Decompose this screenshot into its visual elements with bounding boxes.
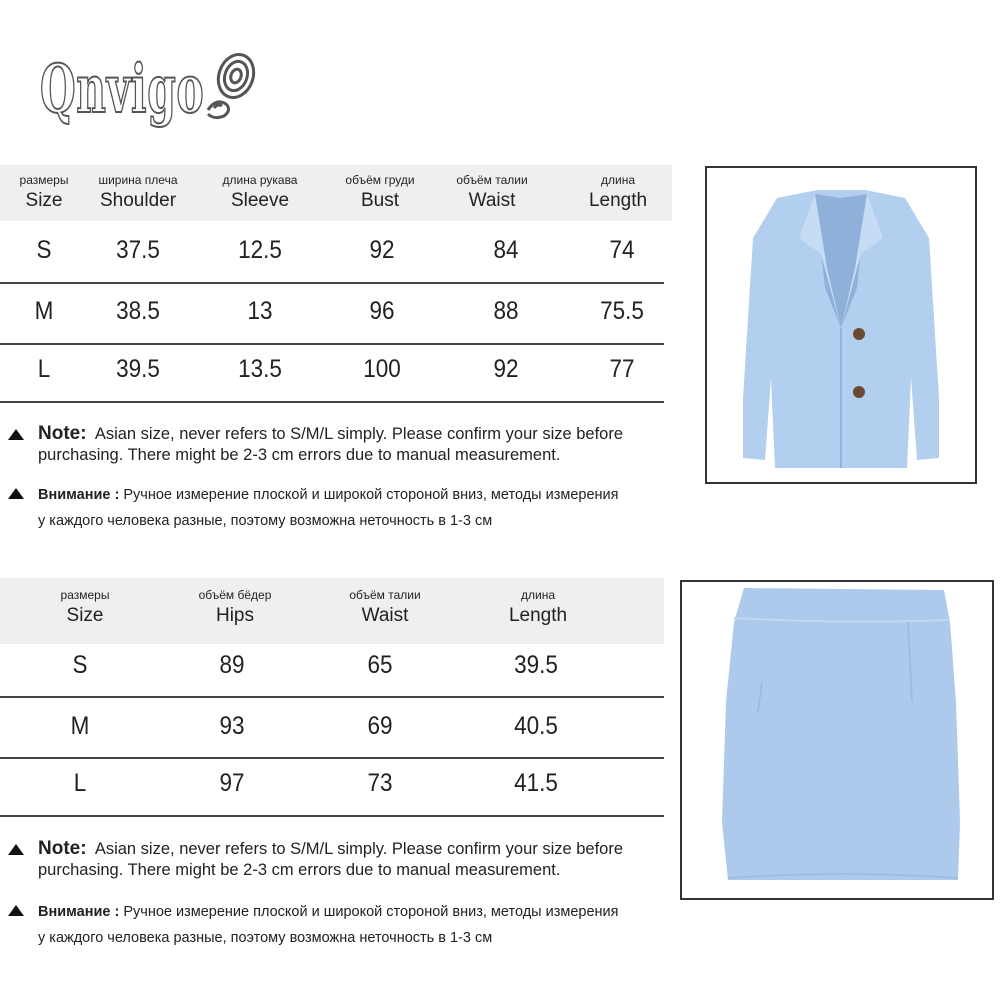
warning-triangle-icon: [8, 905, 24, 916]
skirt-illustration: [682, 582, 992, 898]
row-divider: [0, 282, 664, 284]
jacket-table-header: [0, 165, 672, 221]
header-bust: объём груди Bust: [345, 173, 415, 211]
table-row: L 39.5 13.5 100 92 77: [37, 355, 635, 383]
skirt-table-header: [0, 578, 664, 644]
row-divider: [0, 343, 664, 345]
header-size: размеры Size: [60, 588, 110, 626]
table-row: L 97 73 41.5: [73, 769, 558, 797]
header-shoulder: ширина плеча Shoulder: [98, 173, 178, 211]
skirt-product-image: [680, 580, 994, 900]
header-length: длина Length: [588, 173, 648, 211]
table-row: M 38.5 13 96 88 75.5: [34, 297, 644, 325]
header-hips: объём бёдер Hips: [198, 588, 272, 626]
note-english: Note: Asian size, never refers to S/M/L simply. Please confirm your size before purchasing. There might be 2-3 cm errors due to manual measurement.: [8, 838, 708, 882]
header-waist: объём талии Waist: [349, 588, 421, 626]
table-row: M 93 69 40.5: [70, 712, 558, 740]
table-row: S 89 65 39.5: [72, 651, 558, 679]
fingerprint-logo-icon: [202, 50, 258, 122]
row-divider: [0, 696, 664, 698]
jacket-product-image: [705, 166, 977, 484]
table-row: S 37.5 12.5 92 84 74: [36, 236, 635, 264]
header-waist: объём талии Waist: [456, 173, 528, 211]
brand-logo: [40, 22, 305, 128]
brand-name: Qnvigo: [40, 50, 205, 128]
note-russian: Внимание : Ручное измерение плоской и широкой стороной вниз, методы измерения у каждого человека разные, поэтому возможна неточность в 1-3 см: [8, 482, 688, 534]
note-russian: Внимание : Ручное измерение плоской и широкой стороной вниз, методы измерения у каждого человека разные, поэтому возможна неточность в 1-3 см: [8, 899, 708, 951]
warning-triangle-icon: [8, 429, 24, 440]
header-sleeve: длина рукава Sleeve: [222, 173, 298, 211]
header-size: размеры Size: [19, 173, 69, 211]
note-english: Note: Asian size, never refers to S/M/L simply. Please confirm your size before purchasing. There might be 2-3 cm errors due to manual measurement.: [8, 423, 688, 467]
row-divider: [0, 401, 664, 403]
row-divider: [0, 757, 664, 759]
warning-triangle-icon: [8, 844, 24, 855]
warning-triangle-icon: [8, 488, 24, 499]
row-divider: [0, 815, 664, 817]
header-length: длина Length: [508, 588, 568, 626]
blazer-illustration: [707, 168, 975, 482]
